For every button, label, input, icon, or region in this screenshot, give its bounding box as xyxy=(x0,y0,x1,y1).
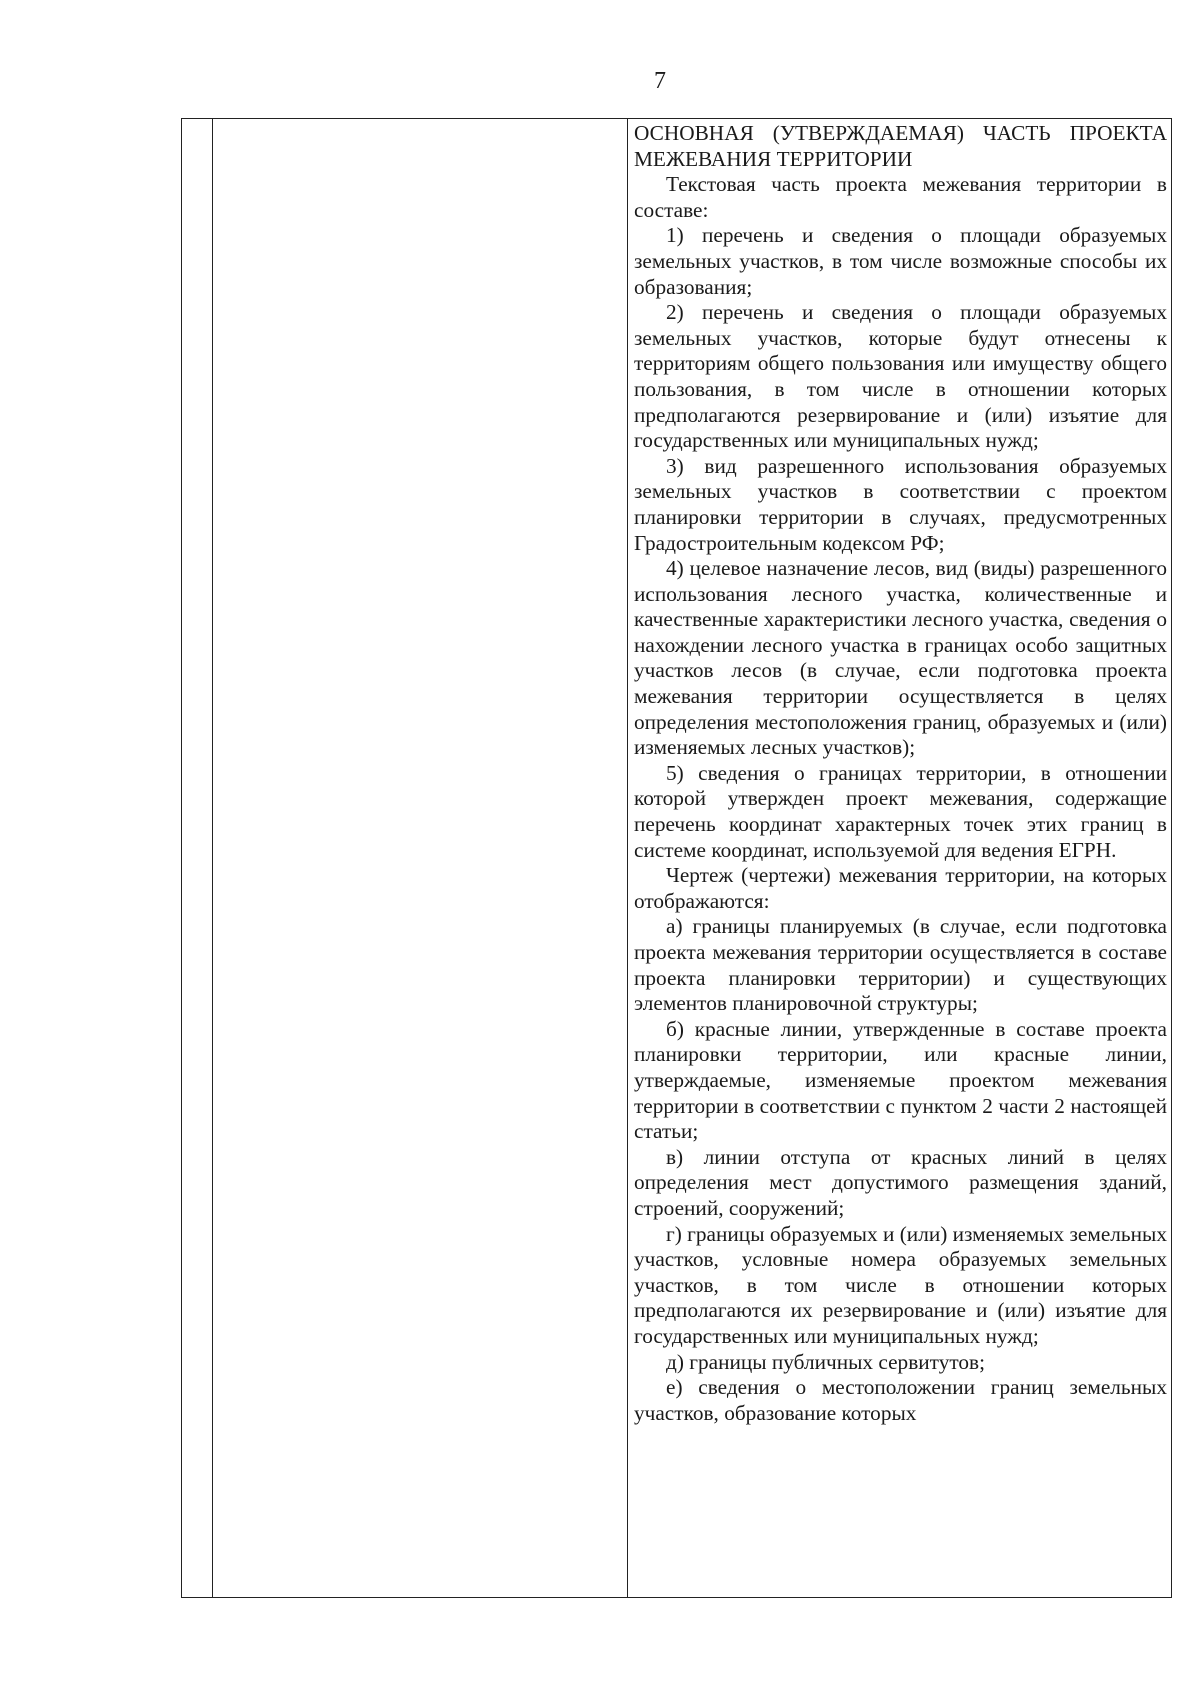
text-item: 3) вид разрешенного использования образуемых земельных участков в соответствии с проектом планировки территории в случаях, предусмотренных Градостроительным кодексом РФ; xyxy=(634,453,1167,555)
text-part-intro: Текстовая часть проекта межевания территории в составе: xyxy=(634,172,1167,222)
text-item: 5) сведения о границах территории, в отношении которой утвержден проект межевания, содержащие перечень координат характерных точек этих границ в системе координат, используемой для ведения ЕГРН. xyxy=(634,760,1167,862)
section-heading: ОСНОВНАЯ (УТВЕРЖДАЕМАЯ) ЧАСТЬ ПРОЕКТА МЕЖЕВАНИЯ ТЕРРИТОРИИ xyxy=(634,121,1167,171)
drawing-item: д) границы публичных сервитутов; xyxy=(666,1349,985,1374)
text-item: 4) целевое назначение лесов, вид (виды) разрешенного использования лесного участка, количественные и качественные характеристики лесного участка, сведения о нахождении лесного участка в границах особо защитных участков лесов (в случае, если подготовка проекта межевания территории осуществляется в целях определения местоположения границ, образуемых и (или) изменяемых лесных участков); xyxy=(634,556,1167,760)
content-cell xyxy=(634,121,1167,1426)
drawing-intro: Чертеж (чертежи) межевания территории, на которых отображаются: xyxy=(634,863,1167,913)
drawing-item: г) границы образуемых и (или) изменяемых земельных участков, условные номера образуемых земельных участков, в том числе в отношении которых предполагаются их резервирование и (или) изъятие для государственных или муниципальных нужд; xyxy=(634,1221,1167,1348)
column-divider xyxy=(627,119,628,1597)
drawing-item: е) сведения о местоположении границ земельных участков, образование которых xyxy=(634,1375,1167,1425)
document-table xyxy=(181,118,1172,1598)
column-divider xyxy=(212,119,213,1597)
text-item: 2) перечень и сведения о площади образуемых земельных участков, которые будут отнесены к территориям общего пользования или имуществу общего пользования, в том числе в отношении которых предполагаются резервирование и (или) изъятие для государственных или муниципальных нужд; xyxy=(634,300,1167,453)
text-item: 1) перечень и сведения о площади образуемых земельных участков, в том числе возможные способы их образования; xyxy=(634,223,1167,299)
drawing-item: в) линии отступа от красных линий в целях определения мест допустимого размещения зданий, строений, сооружений; xyxy=(634,1144,1167,1220)
drawing-item: а) границы планируемых (в случае, если подготовка проекта межевания территории осуществляется в составе проекта планировки территории) и существующих элементов планировочной структуры; xyxy=(634,914,1167,1016)
page-number: 7 xyxy=(654,68,666,94)
drawing-item: б) красные линии, утвержденные в составе проекта планировки территории, или красные линии, утверждаемые, изменяемые проектом межевания территории в соответствии с пунктом 2 части 2 настоящей статьи; xyxy=(634,1016,1167,1144)
